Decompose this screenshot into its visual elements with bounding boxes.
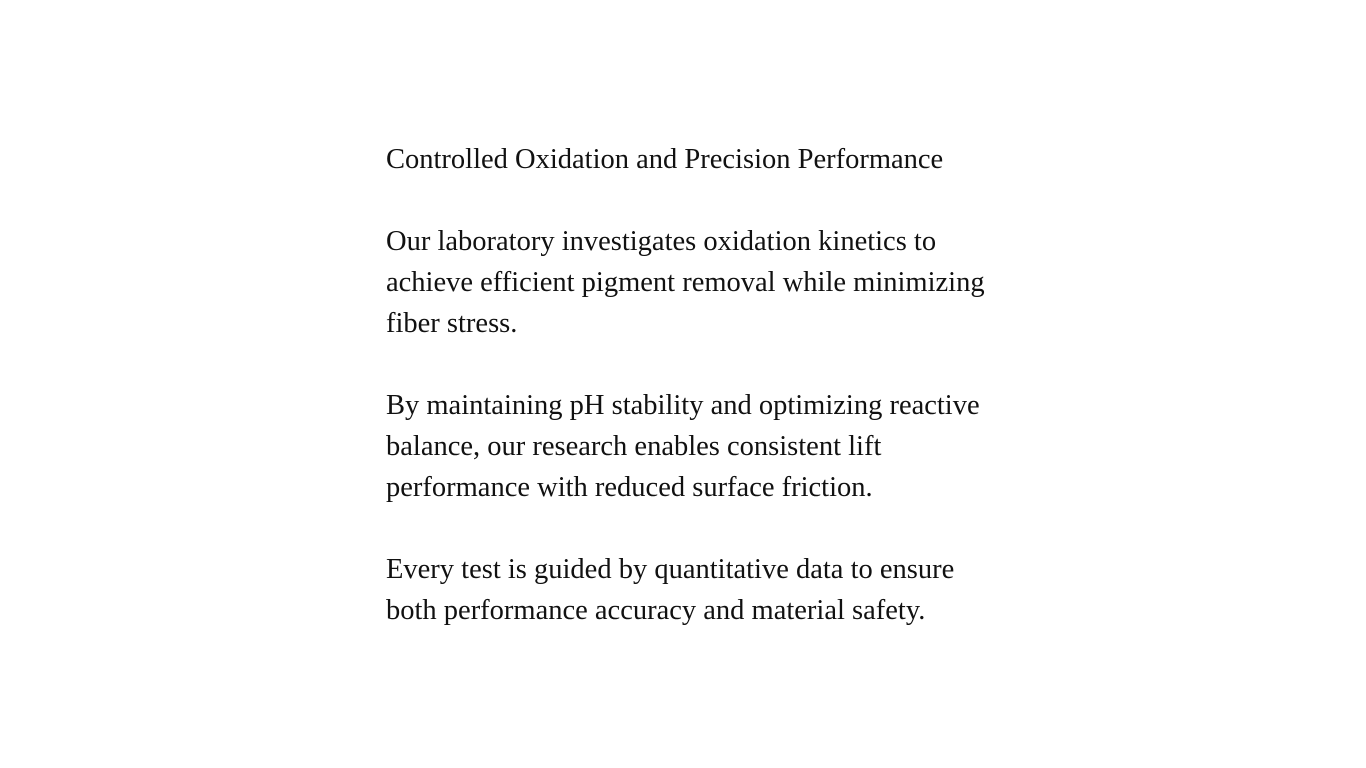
article-content — [386, 139, 986, 631]
article-paragraph-3: Every test is guided by quantitative data to ensure both performance accuracy and material safety. — [386, 554, 955, 626]
article-heading: Controlled Oxidation and Precision Performance — [386, 144, 944, 175]
article-paragraph-2: By maintaining pH stability and optimizing reactive balance, our research enables consistent lift performance with reduced surface friction. — [386, 390, 980, 503]
article-paragraph-1: Our laboratory investigates oxidation kinetics to achieve efficient pigment removal while minimizing fiber stress. — [386, 226, 985, 339]
